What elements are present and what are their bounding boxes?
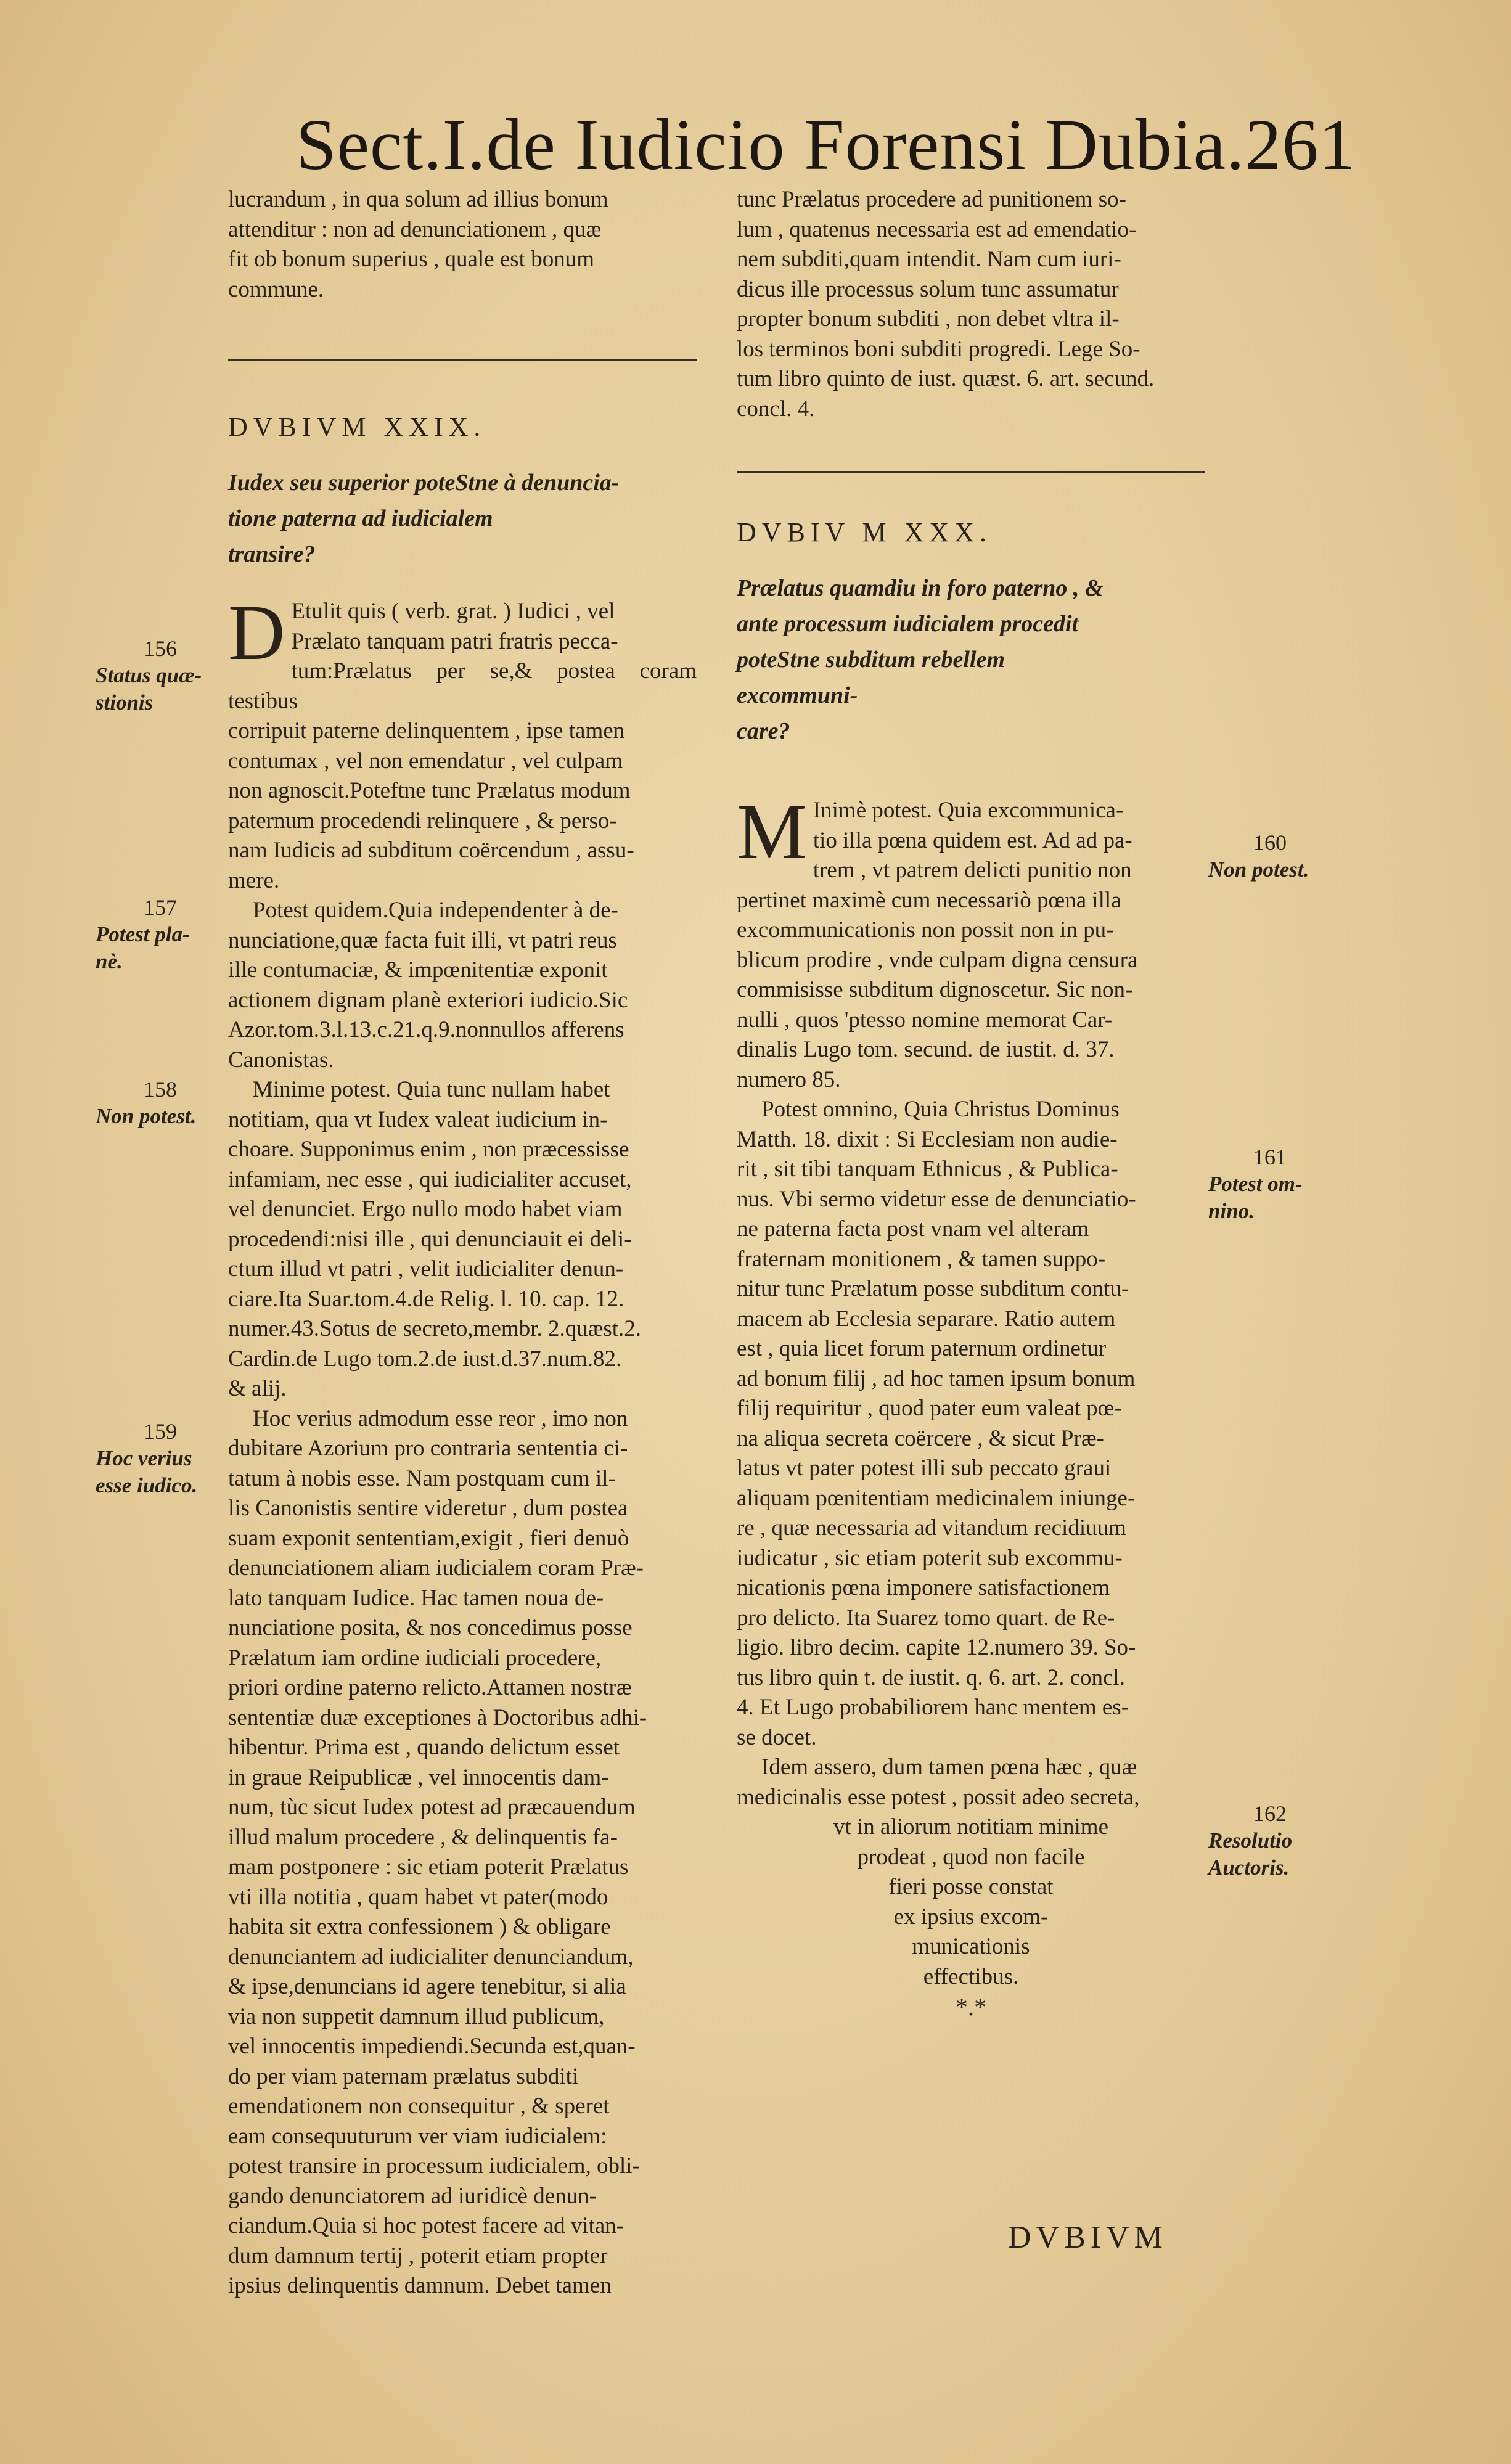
paragraph-156 [228, 589, 697, 896]
margin-note-label: Potest pla- [96, 922, 190, 946]
paragraph-162 [737, 1753, 1205, 1992]
text-line: eam consequuturum ver viam iudicialem: [228, 2123, 607, 2149]
question-line: ante processum iudicialem procedit [737, 611, 1079, 637]
text-line: contumax , vel non emendatur , vel culpam [228, 748, 623, 774]
drop-cap: M [737, 788, 807, 875]
text-line: ligio. libro decim. capite 12.numero 39. So- [737, 1635, 1136, 1660]
text-line: nicationis pœna imponere satisfactionem [737, 1575, 1110, 1600]
text-line: dubitare Azorium pro contraria sententia ci- [228, 1436, 628, 1461]
text-line: nitur tunc Prælatum posse subditum contu- [737, 1276, 1129, 1301]
text-line: numero 85. [737, 1066, 841, 1092]
paragraph-159 [228, 1404, 697, 2301]
text-line: ad bonum filij , ad hoc tamen ipsum bonum [737, 1365, 1136, 1391]
question-line: excommuni- [737, 682, 858, 708]
text-line: tum libro quinto de iust. quæst. 6. art. secund. [737, 366, 1155, 391]
margin-note-number: 157 [144, 895, 177, 920]
margin-note-label: Status quæ- [96, 663, 202, 687]
drop-cap: D [228, 589, 285, 676]
text-line: nunciatione posita, & nos concedimus posse [228, 1615, 633, 1640]
margin-note-159 [96, 1418, 225, 1499]
text-line: tunc Prælatus procedere ad punitionem so- [737, 187, 1126, 212]
text-line: re , quæ necessaria ad vitandum recidiuum [737, 1515, 1126, 1541]
text-line: attenditur : non ad denunciationem , quæ [228, 216, 602, 242]
left-column [228, 185, 697, 2301]
asterism-ornament: *.* [956, 1993, 986, 2021]
text-line: aliquam pœnitentiam medicinalem iniunge- [737, 1485, 1136, 1511]
margin-note-label: Non potest. [96, 1104, 197, 1128]
margin-note-number: 161 [1253, 1145, 1287, 1169]
text-line: los terminos boni subditi progredi. Lege So- [737, 336, 1140, 362]
margin-note-label: Potest om- [1208, 1172, 1303, 1196]
text-line: dicus ille processus solum tunc assumatur [737, 276, 1119, 302]
text-line: illud malum procedere , & delinquentis fa- [228, 1824, 618, 1850]
text-line: vt in aliorum notitiam minime [833, 1814, 1108, 1840]
left-opening-paragraph [228, 185, 697, 305]
text-line: effectibus. [923, 1963, 1019, 1989]
margin-note-label: esse iudico. [96, 1473, 198, 1497]
text-line: Potest quidem.Quia independenter à de- [253, 898, 618, 923]
margin-note-162 [1208, 1800, 1332, 1881]
text-line: ille contumaciæ, & impœnitentiæ exponit [228, 957, 608, 983]
margin-note-number: 162 [1253, 1801, 1287, 1826]
text-line: denunciantem ad iudicialiter denunciandum, [228, 1944, 634, 1970]
text-line: municationis [912, 1934, 1030, 1959]
text-line: choare. Supponimus enim , non præcessisse [228, 1137, 629, 1162]
text-line: vel innocentis impediendi.Secunda est,quan- [228, 2034, 636, 2059]
text-line: suam exponit sententiam,exigit , fieri denuò [228, 1525, 629, 1551]
text-line: tio illa pœna quidem est. Ad ad pa- [813, 827, 1132, 853]
text-line: tum:Prælatus per se,& postea coram testibus [228, 658, 697, 714]
text-line: nem subditi,quam intendit. Nam cum iuri- [737, 247, 1121, 272]
text-line: na aliqua secreta coërcere , & sicut Præ- [737, 1425, 1104, 1451]
text-line: infamiam, nec esse , qui iudicialiter accuset, [228, 1166, 632, 1192]
text-line: pertinet maximè cum necessariò pœna illa [737, 887, 1121, 913]
text-line: lato tanquam Iudice. Hac tamen noua de- [228, 1585, 604, 1611]
question-line: care? [737, 718, 790, 744]
question-line: transire? [228, 541, 316, 567]
text-line: nus. Vbi sermo videtur esse de denunciatio- [737, 1186, 1136, 1212]
margin-note-160 [1208, 829, 1332, 883]
text-line: commisisse subditum dignoscetur. Sic non- [737, 977, 1133, 1002]
text-line: do per viam paternam prælatus subditi [228, 2063, 579, 2089]
dubium-30-question [737, 570, 1205, 749]
right-opening-paragraph [737, 185, 1205, 424]
text-line: ciandum.Quia si hoc potest facere ad vitan- [228, 2213, 624, 2238]
text-line: corripuit paterne delinquentem , ipse tamen [228, 718, 625, 743]
text-line: nam Iudicis ad subditum coërcendum , assu- [228, 838, 634, 863]
text-line: procedendi:nisi ille , qui denunciauit ei deli- [228, 1226, 632, 1252]
text-line: ciare.Ita Suar.tom.4.de Relig. l. 10. cap. 12. [228, 1286, 624, 1312]
text-line: ipsius delinquentis damnum. Debet tamen [228, 2273, 612, 2298]
text-line: & alij. [228, 1376, 287, 1401]
text-line: Minime potest. Quia tunc nullam habet [253, 1077, 610, 1102]
text-line: Potest omnino, Quia Christus Dominus [761, 1097, 1120, 1122]
text-line: vti illa notitia , quam habet vt pater(modo [228, 1884, 608, 1910]
paragraph-158 [228, 1075, 697, 1404]
text-line: Cardin.de Lugo tom.2.de iust.d.37.num.82. [228, 1346, 622, 1372]
margin-note-label: nino. [1208, 1199, 1255, 1223]
text-line: tatum à nobis esse. Nam postquam cum il- [228, 1465, 616, 1491]
margin-note-label: Non potest. [1208, 857, 1309, 882]
margin-note-156 [96, 635, 225, 716]
text-line: via non suppetit damnum illud publicum, [228, 2004, 605, 2029]
text-line: Etulit quis ( verb. grat. ) Iudici , vel [291, 599, 615, 624]
text-line: gando denunciatorem ad iuridicè denun- [228, 2183, 597, 2209]
text-line: emendationem non consequitur , & speret [228, 2094, 610, 2119]
text-line: dinalis Lugo tom. secund. de iustit. d. 37. [737, 1037, 1115, 1062]
dubium-29-question [228, 465, 697, 572]
catchword: DVBIVM [1008, 2220, 1168, 2255]
text-line: potest transire in processum iudicialem, obli- [228, 2153, 640, 2179]
margin-note-label: Auctoris. [1208, 1856, 1290, 1880]
text-line: habita sit extra confessionem ) & obligare [228, 1914, 611, 1939]
text-line: mere. [228, 867, 280, 893]
text-line: num, tùc sicut Iudex potest ad præcauendum [228, 1795, 636, 1820]
dubium-30-title: DVBIV M XXX. [737, 517, 992, 547]
text-line: pro delicto. Ita Suarez tomo quart. de Re- [737, 1605, 1115, 1631]
text-line: numer.43.Sotus de secreto,membr. 2.quæst.2. [228, 1316, 642, 1341]
text-line: paternum procedendi relinquere , & perso- [228, 808, 617, 833]
margin-note-number: 159 [144, 1419, 177, 1444]
text-line: lis Canonistis sentire videretur , dum postea [228, 1496, 628, 1521]
text-line: Inimè potest. Quia excommunica- [813, 798, 1124, 823]
text-line: fraternam monitionem , & tamen suppo- [737, 1246, 1106, 1272]
text-line: est , quia licet forum paternum ordinetur [737, 1336, 1107, 1361]
text-line: se docet. [737, 1724, 817, 1750]
text-line: macem ab Ecclesia separare. Ratio autem [737, 1306, 1116, 1332]
text-line: Matth. 18. dixit : Si Ecclesiam non audie- [737, 1126, 1118, 1152]
paragraph-161 [737, 1095, 1205, 1753]
text-line: nunciatione,quæ facta fuit illi, vt patri reus [228, 927, 617, 953]
text-line: ne paterna facta post vnam vel alteram [737, 1216, 1089, 1242]
text-line: Prælatum iam ordine iudiciali procedere, [228, 1645, 602, 1671]
text-line: mam postponere : sic etiam poterit Prælatus [228, 1854, 629, 1880]
dubium-29-title: DVBIVM XXIX. [228, 412, 486, 442]
text-line: commune. [228, 276, 324, 302]
margin-note-label: Resolutio [1208, 1828, 1293, 1852]
margin-note-label: stionis [96, 690, 154, 714]
text-line: fit ob bonum superius , quale est bonum [228, 247, 594, 272]
text-line: non agnoscit.Poteftne tunc Prælatus modum [228, 778, 631, 803]
right-column [737, 185, 1205, 2023]
margin-note-label: nè. [96, 949, 123, 973]
question-line: tione paterna ad iudicialem [228, 505, 493, 531]
question-line: poteStne subditum rebellem [737, 647, 1005, 673]
text-line: lucrandum , in qua solum ad illius bonum [228, 187, 608, 212]
text-line: Hoc verius admodum esse reor , imo non [253, 1406, 628, 1431]
paragraph-160 [737, 788, 1205, 1095]
running-head: Sect.I.de Iudicio Forensi Dubia.261 [296, 104, 1356, 185]
margin-note-number: 160 [1253, 830, 1287, 855]
text-line: fieri posse constat [888, 1874, 1054, 1899]
text-line: dum damnum tertij , poterit etiam propter [228, 2243, 608, 2269]
text-line: Idem assero, dum tamen pœna hæc , quæ [761, 1754, 1137, 1780]
text-line: excommunicationis non possit non in pu- [737, 917, 1114, 943]
text-line: propter bonum subditi , non debet vltra il- [737, 306, 1120, 332]
margin-note-158 [96, 1076, 225, 1130]
question-line: Prælatus quamdiu in foro paterno , & [737, 575, 1104, 601]
text-line: rit , sit tibi tanquam Ethnicus , & Publica- [737, 1156, 1118, 1182]
text-line: iudicatur , sic etiam poterit sub excommu- [737, 1545, 1123, 1571]
text-line: & ipse,denuncians id agere tenebitur, si alia [228, 1974, 626, 1999]
text-line: trem , vt patrem delicti punitio non [813, 857, 1132, 883]
text-line: priori ordine paterno relicto.Attamen nostræ [228, 1675, 632, 1700]
text-line: ctum illud vt patri , velit iudicialiter denun- [228, 1256, 624, 1282]
margin-note-label: Hoc verius [96, 1446, 192, 1470]
text-line: prodeat , quod non facile [857, 1844, 1085, 1870]
text-line: tus libro quin t. de iustit. q. 6. art. 2. concl. [737, 1664, 1125, 1690]
text-line: medicinalis esse potest , possit adeo secreta, [737, 1784, 1140, 1810]
margin-note-number: 156 [144, 636, 177, 661]
text-line: Azor.tom.3.l.13.c.21.q.9.nonnullos afferens [228, 1017, 624, 1042]
margin-note-number: 158 [144, 1077, 177, 1102]
text-line: concl. 4. [737, 396, 815, 422]
paragraph-157 [228, 896, 697, 1075]
text-line: in graue Reipublicæ , vel innocentis dam- [228, 1764, 609, 1790]
margin-note-157 [96, 894, 225, 975]
text-line: lum , quatenus necessaria est ad emendatio- [737, 216, 1137, 242]
text-line: latus vt pater potest illi sub peccato graui [737, 1455, 1112, 1481]
text-line: notitiam, qua vt Iudex valeat iudicium in- [228, 1107, 608, 1132]
text-line: hibentur. Prima est , quando delictum esset [228, 1735, 620, 1760]
text-line: ex ipsius excom- [893, 1904, 1049, 1930]
question-line: Iudex seu superior poteStne à denuncia- [228, 470, 620, 496]
text-line: sententiæ duæ exceptiones à Doctoribus adhi- [228, 1705, 647, 1730]
margin-note-161 [1208, 1144, 1332, 1225]
text-line: 4. Et Lugo probabiliorem hanc mentem es- [737, 1695, 1129, 1720]
text-line: filij requiritur , quod pater eum valeat pœ- [737, 1396, 1122, 1421]
text-line: blicum prodire , vnde culpam digna censura [737, 947, 1138, 973]
text-line: vel denunciet. Ergo nullo modo habet viam [228, 1197, 623, 1222]
text-line: nulli , quos 'ptesso nomine memorat Car- [737, 1007, 1113, 1033]
text-line: Canonistas. [228, 1047, 334, 1073]
text-line: Prælato tanquam patri fratris pecca- [291, 628, 618, 654]
text-line: actionem dignam planè exteriori iudicio.Sic [228, 987, 628, 1013]
text-line: denunciationem aliam iudicialem coram Præ- [228, 1555, 644, 1581]
